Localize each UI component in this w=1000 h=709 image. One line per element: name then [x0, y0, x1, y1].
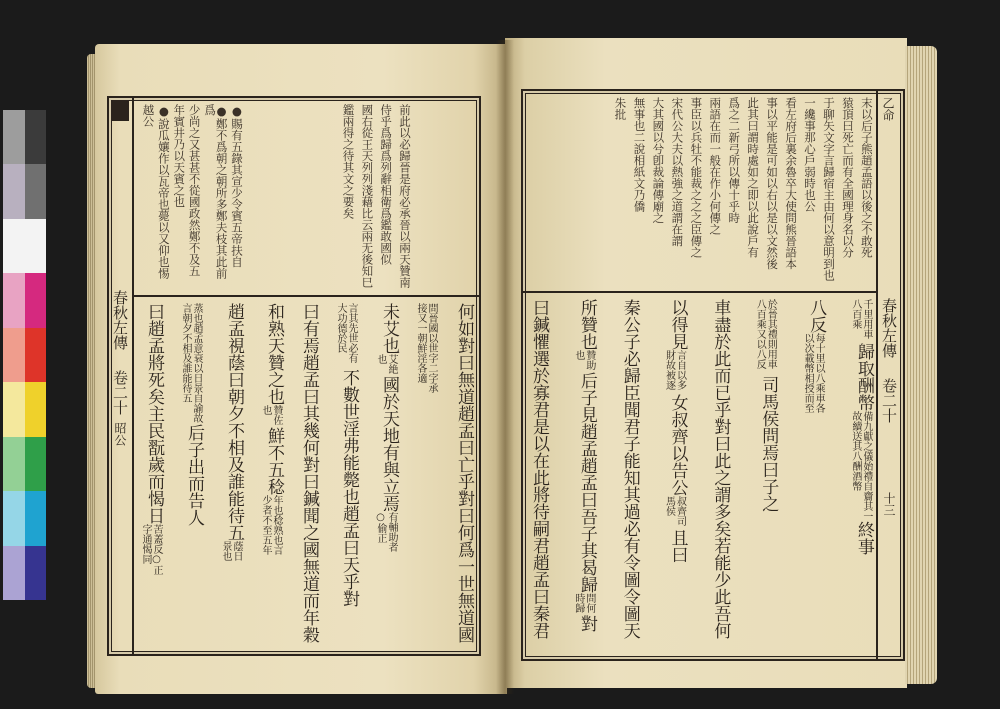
text-column: [754, 299, 779, 653]
head-note-column: 于聊矢文字言歸宿主由何以意明到也: [821, 97, 836, 281]
text-column: [621, 299, 638, 653]
annotation-text: 問晉國以世字二字承接又一朝鮮淫各適: [415, 303, 437, 393]
main-text: 曰趙孟將死矣主民翫歲而愒日: [144, 303, 164, 524]
right-page-edge-stack: [905, 46, 937, 684]
head-note-column: ●說瓜孃作以瓦帝也薨以又仰也惕: [156, 104, 171, 279]
annotation-text: 贊助也: [572, 350, 595, 370]
head-note-column: 鑑兩得之待其文之要矣: [341, 104, 356, 219]
right-main-text: [530, 299, 872, 653]
head-note-column: 無事也二說相紙文乃僑: [632, 97, 647, 212]
main-text: 車盡於此而已乎對曰此之謂多矣若能少此吾何: [710, 299, 731, 639]
right-fold-top: 乙命: [881, 97, 895, 121]
head-note-column: 前此以必歸晉是府必承晉以兩天贊南: [397, 104, 412, 288]
text-column: [850, 299, 872, 653]
head-note-column: 猿頂曰死亡而有全國理身名以分: [840, 97, 855, 258]
text-column: [180, 303, 202, 649]
main-text: 不數世淫弗能斃也趙孟曰天乎對: [339, 369, 359, 607]
left-head-notes-left: [142, 104, 242, 290]
main-text: 秦公子必歸臣聞君子能知其過必有令圖令圖天: [619, 299, 640, 639]
color-patch: [3, 328, 25, 382]
left-fold-divider: [132, 96, 134, 656]
annotation-text: 千里用車八百乘: [849, 299, 872, 339]
annotation-text: 有輔助者○偷正: [375, 512, 397, 552]
fishtail-mark: [112, 101, 129, 121]
color-patch: [3, 491, 25, 545]
main-text: 曰有焉趙孟曰其幾何對曰鍼聞之國無道而年穀: [299, 303, 319, 643]
text-column: [300, 303, 317, 649]
color-patch: [25, 219, 47, 273]
color-patch: [25, 110, 47, 164]
annotation-text: 問何時歸: [572, 593, 595, 613]
main-text: 司馬侯問焉曰子之: [758, 376, 779, 512]
main-text: 終事: [853, 521, 874, 555]
right-fold-title: 春秋左傳: [880, 298, 898, 358]
color-patch: [3, 546, 25, 600]
color-patch: [3, 273, 25, 327]
text-column: [335, 303, 357, 649]
color-calibration-strip: [3, 110, 46, 600]
color-patch: [25, 164, 47, 218]
head-note-column: 少尚之又甚甚不從國政然鄭不及五: [187, 104, 202, 277]
head-note-column: 事臣以兵牡不能裁之之之臣傳之: [689, 97, 704, 258]
head-note-column: 朱批: [613, 97, 628, 120]
head-note-column: 兩語在而一般在作小何傳之: [708, 97, 723, 235]
color-patch: [3, 164, 25, 218]
color-patch: [25, 382, 47, 436]
main-text: 以得見: [667, 299, 688, 350]
head-note-column: 看左府后裏余魯卒大使問熊晉語本: [784, 97, 799, 270]
main-text: 未艾也: [379, 303, 399, 354]
color-patch: [3, 219, 25, 273]
main-text: 國於天地有與立焉: [379, 376, 399, 512]
text-column: [530, 299, 547, 653]
annotation-text: 蔭日景也: [220, 541, 242, 561]
color-patch: [25, 437, 47, 491]
color-patch: [3, 382, 25, 436]
annotation-text: 備九獻之儀始禮自齎其一故續送其八酬酒幣: [849, 411, 872, 521]
annotation-text: 於晉其禮則用車八百乘又以八反: [754, 299, 777, 369]
color-patch: [25, 546, 47, 600]
main-text: 歸取酬幣: [853, 343, 874, 411]
head-note-column: 國右從王天列列淺藉比云兩无後知巳: [360, 104, 375, 288]
head-note-column: 年賓井乃以天賓之也: [172, 104, 187, 208]
annotation-text: 贊佐也: [260, 405, 282, 425]
annotation-text: 年也稔熟也言少者不至五年: [260, 495, 282, 555]
head-note-column: 爲之二新弓所以傳十乎時: [727, 97, 742, 224]
annotation-text: 艾絶也: [375, 354, 397, 374]
right-fold-divider: [876, 89, 878, 661]
annotation-text: 言其先世必有大功德於民: [335, 303, 357, 363]
main-text: 對: [576, 615, 597, 632]
right-head-rule: [521, 291, 878, 293]
left-fold-volume: 卷二十: [111, 370, 129, 415]
annotation-text: 叔齊司馬侯: [663, 496, 686, 526]
annotation-text: 蒸也趙孟意衰以日景自諭故言朝夕不相及誰能待五: [180, 303, 202, 423]
head-note-column: 此其曰謂時處如之即以此說戶有: [746, 97, 761, 258]
head-note-column: 宋代公大夫以熱強之道謂在謂: [670, 97, 685, 247]
main-text: 鮮不五稔: [264, 427, 284, 495]
right-fold-page-number: 十三: [882, 492, 896, 516]
text-column: [455, 303, 472, 649]
main-text: 女叔齊以告公: [667, 394, 688, 496]
book-gutter: [496, 40, 514, 694]
annotation-text: 言自以多財故被逐: [663, 350, 686, 390]
color-patch: [25, 328, 47, 382]
head-note-column: 侍乎爲歸爲列辭相衛爲鑑敢國似: [379, 104, 394, 265]
color-patch: [3, 437, 25, 491]
head-note-column: 越公: [141, 104, 156, 127]
main-text: 和熟天贊之也: [264, 303, 284, 405]
head-note-column: 大其國以兮卽裁論傳廟之: [651, 97, 666, 224]
annotation-text: 每十里以八乘車各以次載幣相授而至: [802, 333, 825, 413]
color-patch: [25, 273, 47, 327]
main-text: 所贊也: [576, 299, 597, 350]
head-note-column: ●賜有五錄其宣少令賓五帝扶自: [229, 104, 244, 268]
text-column: [260, 303, 282, 649]
main-text: 趙孟視蔭曰朝夕不相及誰能待五: [224, 303, 244, 541]
main-text: 后子見趙孟趙孟曰吾子其曷歸: [576, 372, 597, 593]
head-note-column: 末以后子熊趙孟語以後之不敢死: [859, 97, 874, 258]
head-note-column: ●鄭不爲朝之朝所多鄭夫枝其此前爲: [203, 104, 229, 279]
main-text: 何如對曰無道趙孟曰亡乎對曰何爲一世無道國: [454, 303, 474, 643]
head-note-column: 一纔事那心戶弱時也公: [803, 97, 818, 212]
main-text: 且曰: [667, 529, 688, 563]
right-head-notes: [614, 97, 872, 287]
text-column: [415, 303, 437, 649]
left-head-rule: [132, 295, 479, 297]
text-column: [140, 303, 162, 649]
text-column: [573, 299, 595, 653]
color-patch: [3, 110, 25, 164]
left-head-notes-right: [342, 104, 410, 290]
main-text: 曰鍼懼選於寡君是以在此將待嗣君趙孟曰秦君: [529, 299, 549, 639]
text-column: [220, 303, 242, 649]
left-main-text: [140, 303, 472, 649]
text-column: [802, 299, 827, 653]
main-text: 后子出而告人: [184, 424, 204, 526]
annotation-text: 苦蓋反○正字通愒同: [140, 524, 162, 575]
text-column: [710, 299, 731, 653]
left-fold-section: 昭公: [113, 422, 127, 446]
main-text: 八反: [806, 299, 827, 333]
right-fold-volume: 卷二十: [880, 378, 898, 423]
color-patch: [25, 491, 47, 545]
text-column: [664, 299, 686, 653]
left-fold-title: 春秋左傳: [111, 290, 129, 350]
text-column: [375, 303, 397, 649]
head-note-column: 事以平能是可如以右以是以文然後: [765, 97, 780, 270]
